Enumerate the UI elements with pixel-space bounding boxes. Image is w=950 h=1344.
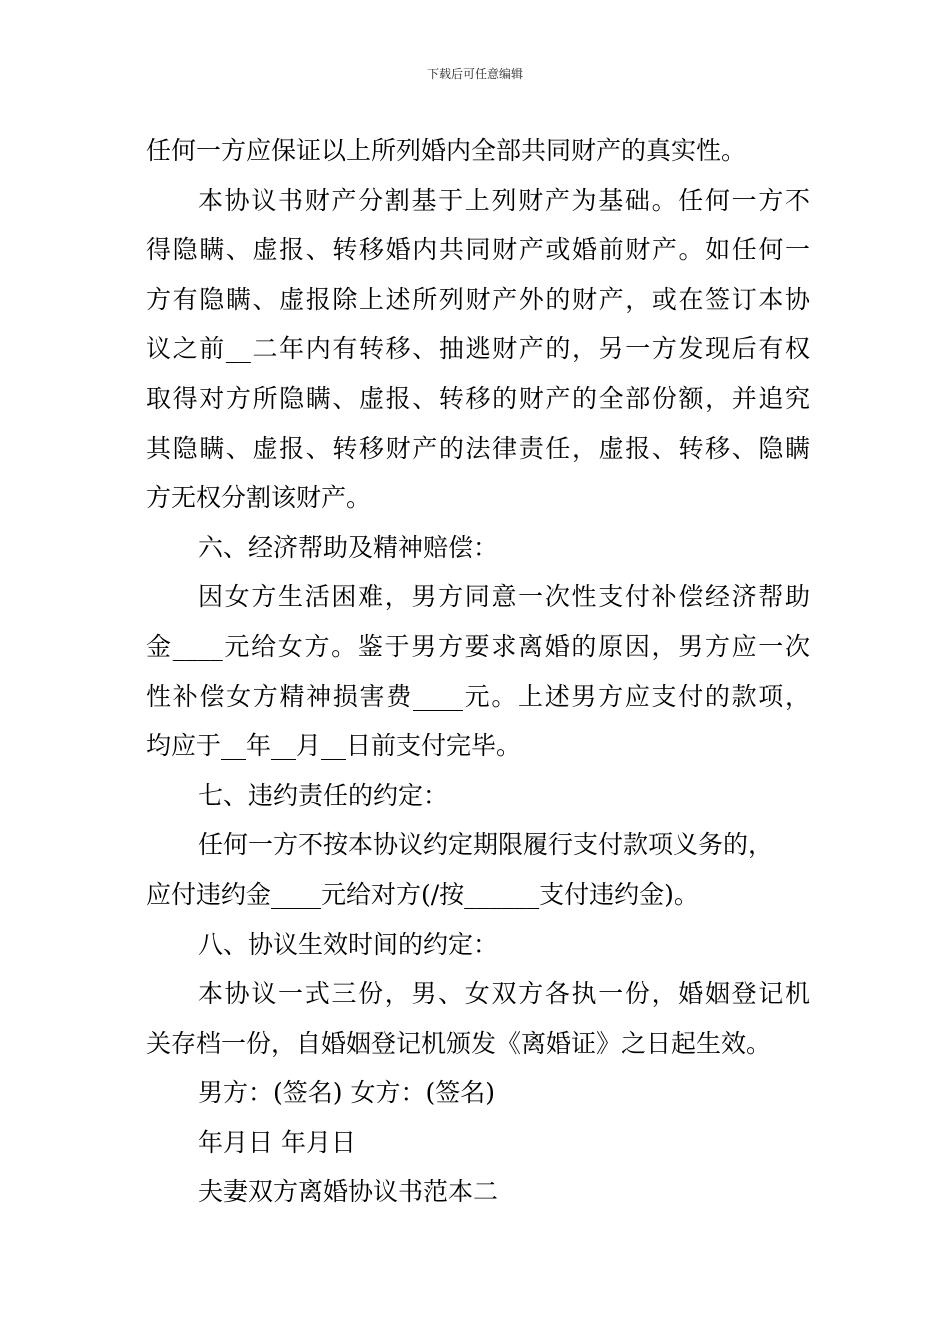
signature-line: 男方：(签名) 女方：(签名) <box>198 1078 495 1108</box>
paragraph-start-line: 任何一方不按本协议约定期限履行支付款项义务的， <box>198 830 774 860</box>
text-line: 取得对方所隐瞒、虚报、转移的财产的全部份额，并追究 <box>146 383 810 413</box>
text-line: 金____元给女方。鉴于男方要求离婚的原因，男方应一次 <box>146 631 810 661</box>
page-header: 下载后可任意编辑 <box>426 67 523 81</box>
paragraph-start-line: 本协议一式三份，男、女双方各执一份，婚姻登记机 <box>198 979 810 1009</box>
section-heading: 七、违约责任的约定： <box>198 780 449 810</box>
date-line: 年月日 年月日 <box>198 1127 356 1157</box>
section-heading: 八、协议生效时间的约定： <box>198 929 499 959</box>
text-line: 得隐瞒、虚报、转移婚内共同财产或婚前财产。如任何一 <box>146 235 810 265</box>
text-line: 其隐瞒、虚报、转移财产的法律责任，虚报、转移、隐瞒 <box>146 433 810 463</box>
text-line: 方无权分割该财产。 <box>146 483 372 513</box>
subsection-title: 夫妻双方离婚协议书范本二 <box>198 1177 499 1207</box>
text-line: 性补偿女方精神损害费____元。上述男方应支付的款项， <box>146 681 810 711</box>
paragraph-start-line: 因女方生活困难，男方同意一次性支付补偿经济帮助 <box>198 582 810 612</box>
text-line: 关存档一份，自婚姻登记机颁发《离婚证》之日起生效。 <box>146 1028 772 1058</box>
document-body <box>146 126 810 1217</box>
text-line: 均应于__年__月__日前支付完毕。 <box>146 731 522 761</box>
paragraph-start-line: 本协议书财产分割基于上列财产为基础。任何一方不 <box>198 185 810 215</box>
section-heading: 六、经济帮助及精神赔偿： <box>198 532 499 562</box>
text-line: 应付违约金____元给对方(/按______支付违约金)。 <box>146 879 699 909</box>
text-line: 任何一方应保证以上所列婚内全部共同财产的真实性。 <box>146 136 747 165</box>
text-line: 议之前__二年内有转移、抽逃财产的，另一方发现后有权 <box>146 334 810 364</box>
text-line: 方有隐瞒、虚报除上述所列财产外的财产，或在签订本协 <box>146 284 810 314</box>
